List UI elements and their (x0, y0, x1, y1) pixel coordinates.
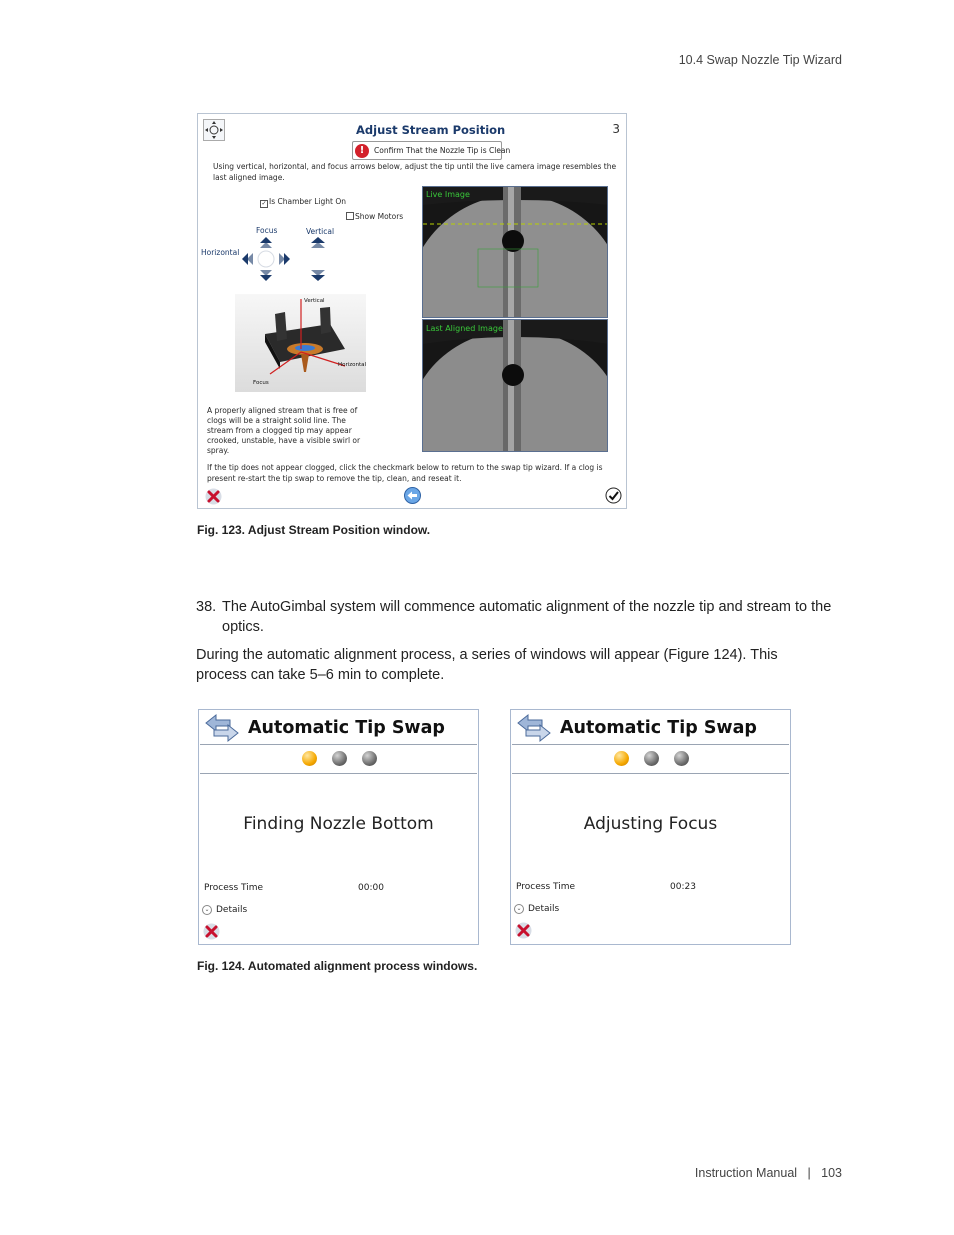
details-toggle[interactable]: Details (528, 904, 560, 914)
live-image-panel (422, 186, 608, 318)
process-time-value: 00:23 (670, 882, 696, 892)
last-aligned-image-label: Last Aligned Image (426, 324, 503, 333)
progress-indicator (512, 744, 789, 774)
cancel-icon[interactable] (205, 488, 222, 505)
checkmark-icon[interactable] (605, 487, 622, 504)
chevron-down-icon[interactable]: ⌄ (514, 904, 524, 914)
confirm-tip-clean-label: Confirm That the Nozzle Tip is Clean (374, 146, 511, 155)
step-number: 3 (612, 122, 620, 136)
chamber-light-checkbox[interactable]: ✓ (261, 200, 267, 207)
model-horizontal-label: Horizontal (338, 362, 367, 368)
progress-dot (362, 751, 377, 766)
show-motors-toggle[interactable] (346, 212, 403, 221)
progress-dot (332, 751, 347, 766)
clog-note: If the tip does not appear clogged, click the checkmark below to return to the swap tip wizard. If a clog is present re-start the tip swap to remove the tip, clean, and reseat it. (207, 463, 603, 483)
tip-swap-window-2 (510, 709, 791, 945)
figure-123-caption: Fig. 123. Adjust Stream Position window. (197, 523, 431, 537)
chamber-light-toggle[interactable] (260, 197, 346, 208)
focus-arrows (240, 235, 292, 283)
page-footer (695, 1166, 842, 1180)
horizontal-label: Horizontal (201, 248, 240, 257)
process-time-value: 00:00 (358, 883, 384, 893)
window-title: Adjust Stream Position (356, 123, 506, 137)
model-vertical-label: Vertical (304, 298, 325, 304)
process-paragraph: During the automatic alignment process, a series of windows will appear (Figure 124). This process can take 5–6 min to complete. (196, 647, 778, 683)
progress-dot (674, 751, 689, 766)
model-focus-label: Focus (253, 380, 269, 386)
progress-dot-active (614, 751, 629, 766)
progress-dot-active (302, 751, 317, 766)
live-image-label: Live Image (426, 190, 470, 199)
cancel-icon[interactable] (203, 923, 220, 940)
adjust-stream-position-window (197, 113, 627, 509)
step-38-number: 38. (196, 599, 217, 615)
chevron-down-icon[interactable]: ⌄ (202, 905, 212, 915)
status-text: Finding Nozzle Bottom (243, 814, 434, 834)
instructions-text: Using vertical, horizontal, and focus arrows below, adjust the tip until the live camera image resembles the last aligned image. (213, 162, 617, 182)
progress-dot (644, 751, 659, 766)
process-time-label: Process Time (204, 883, 264, 893)
progress-indicator (200, 744, 477, 774)
tip-swap-title: Automatic Tip Swap (560, 718, 757, 738)
confirm-tip-clean-button[interactable] (352, 141, 511, 160)
show-motors-label: Show Motors (355, 212, 404, 221)
vertical-label: Vertical (306, 227, 335, 236)
tip-swap-window-1 (198, 709, 479, 945)
chamber-light-label: Is Chamber Light On (269, 197, 346, 206)
warning-icon: ! (355, 144, 369, 158)
footer-separator: | (807, 1166, 811, 1180)
running-head: 10.4 Swap Nozzle Tip Wizard (678, 53, 842, 67)
manual-label: Instruction Manual (694, 1166, 798, 1180)
tip-swap-icon (516, 713, 552, 743)
details-toggle[interactable]: Details (216, 905, 248, 915)
last-aligned-image-panel (422, 319, 608, 452)
process-time-label: Process Time (516, 882, 576, 892)
gimbal-model-image (235, 294, 366, 392)
gimbal-icon (203, 119, 225, 141)
vertical-arrows (308, 235, 328, 283)
tip-swap-icon (204, 713, 240, 743)
status-text: Adjusting Focus (583, 814, 718, 834)
step-38-text: The AutoGimbal system will commence automatic alignment of the nozzle tip and stream to the optics. (222, 599, 832, 635)
tip-swap-title: Automatic Tip Swap (248, 718, 445, 738)
figure-124-caption: Fig. 124. Automated alignment process windows. (197, 959, 478, 973)
focus-label: Focus (256, 226, 278, 235)
back-icon[interactable] (404, 487, 421, 504)
cancel-icon[interactable] (515, 922, 532, 939)
alignment-note: A properly aligned stream that is free of clogs will be a straight solid line. The stream from a clogged tip may appear crooked, unstable, have a visible swirl or spray. (207, 406, 361, 455)
page-number: 103 (821, 1166, 842, 1180)
show-motors-checkbox[interactable] (346, 212, 354, 220)
